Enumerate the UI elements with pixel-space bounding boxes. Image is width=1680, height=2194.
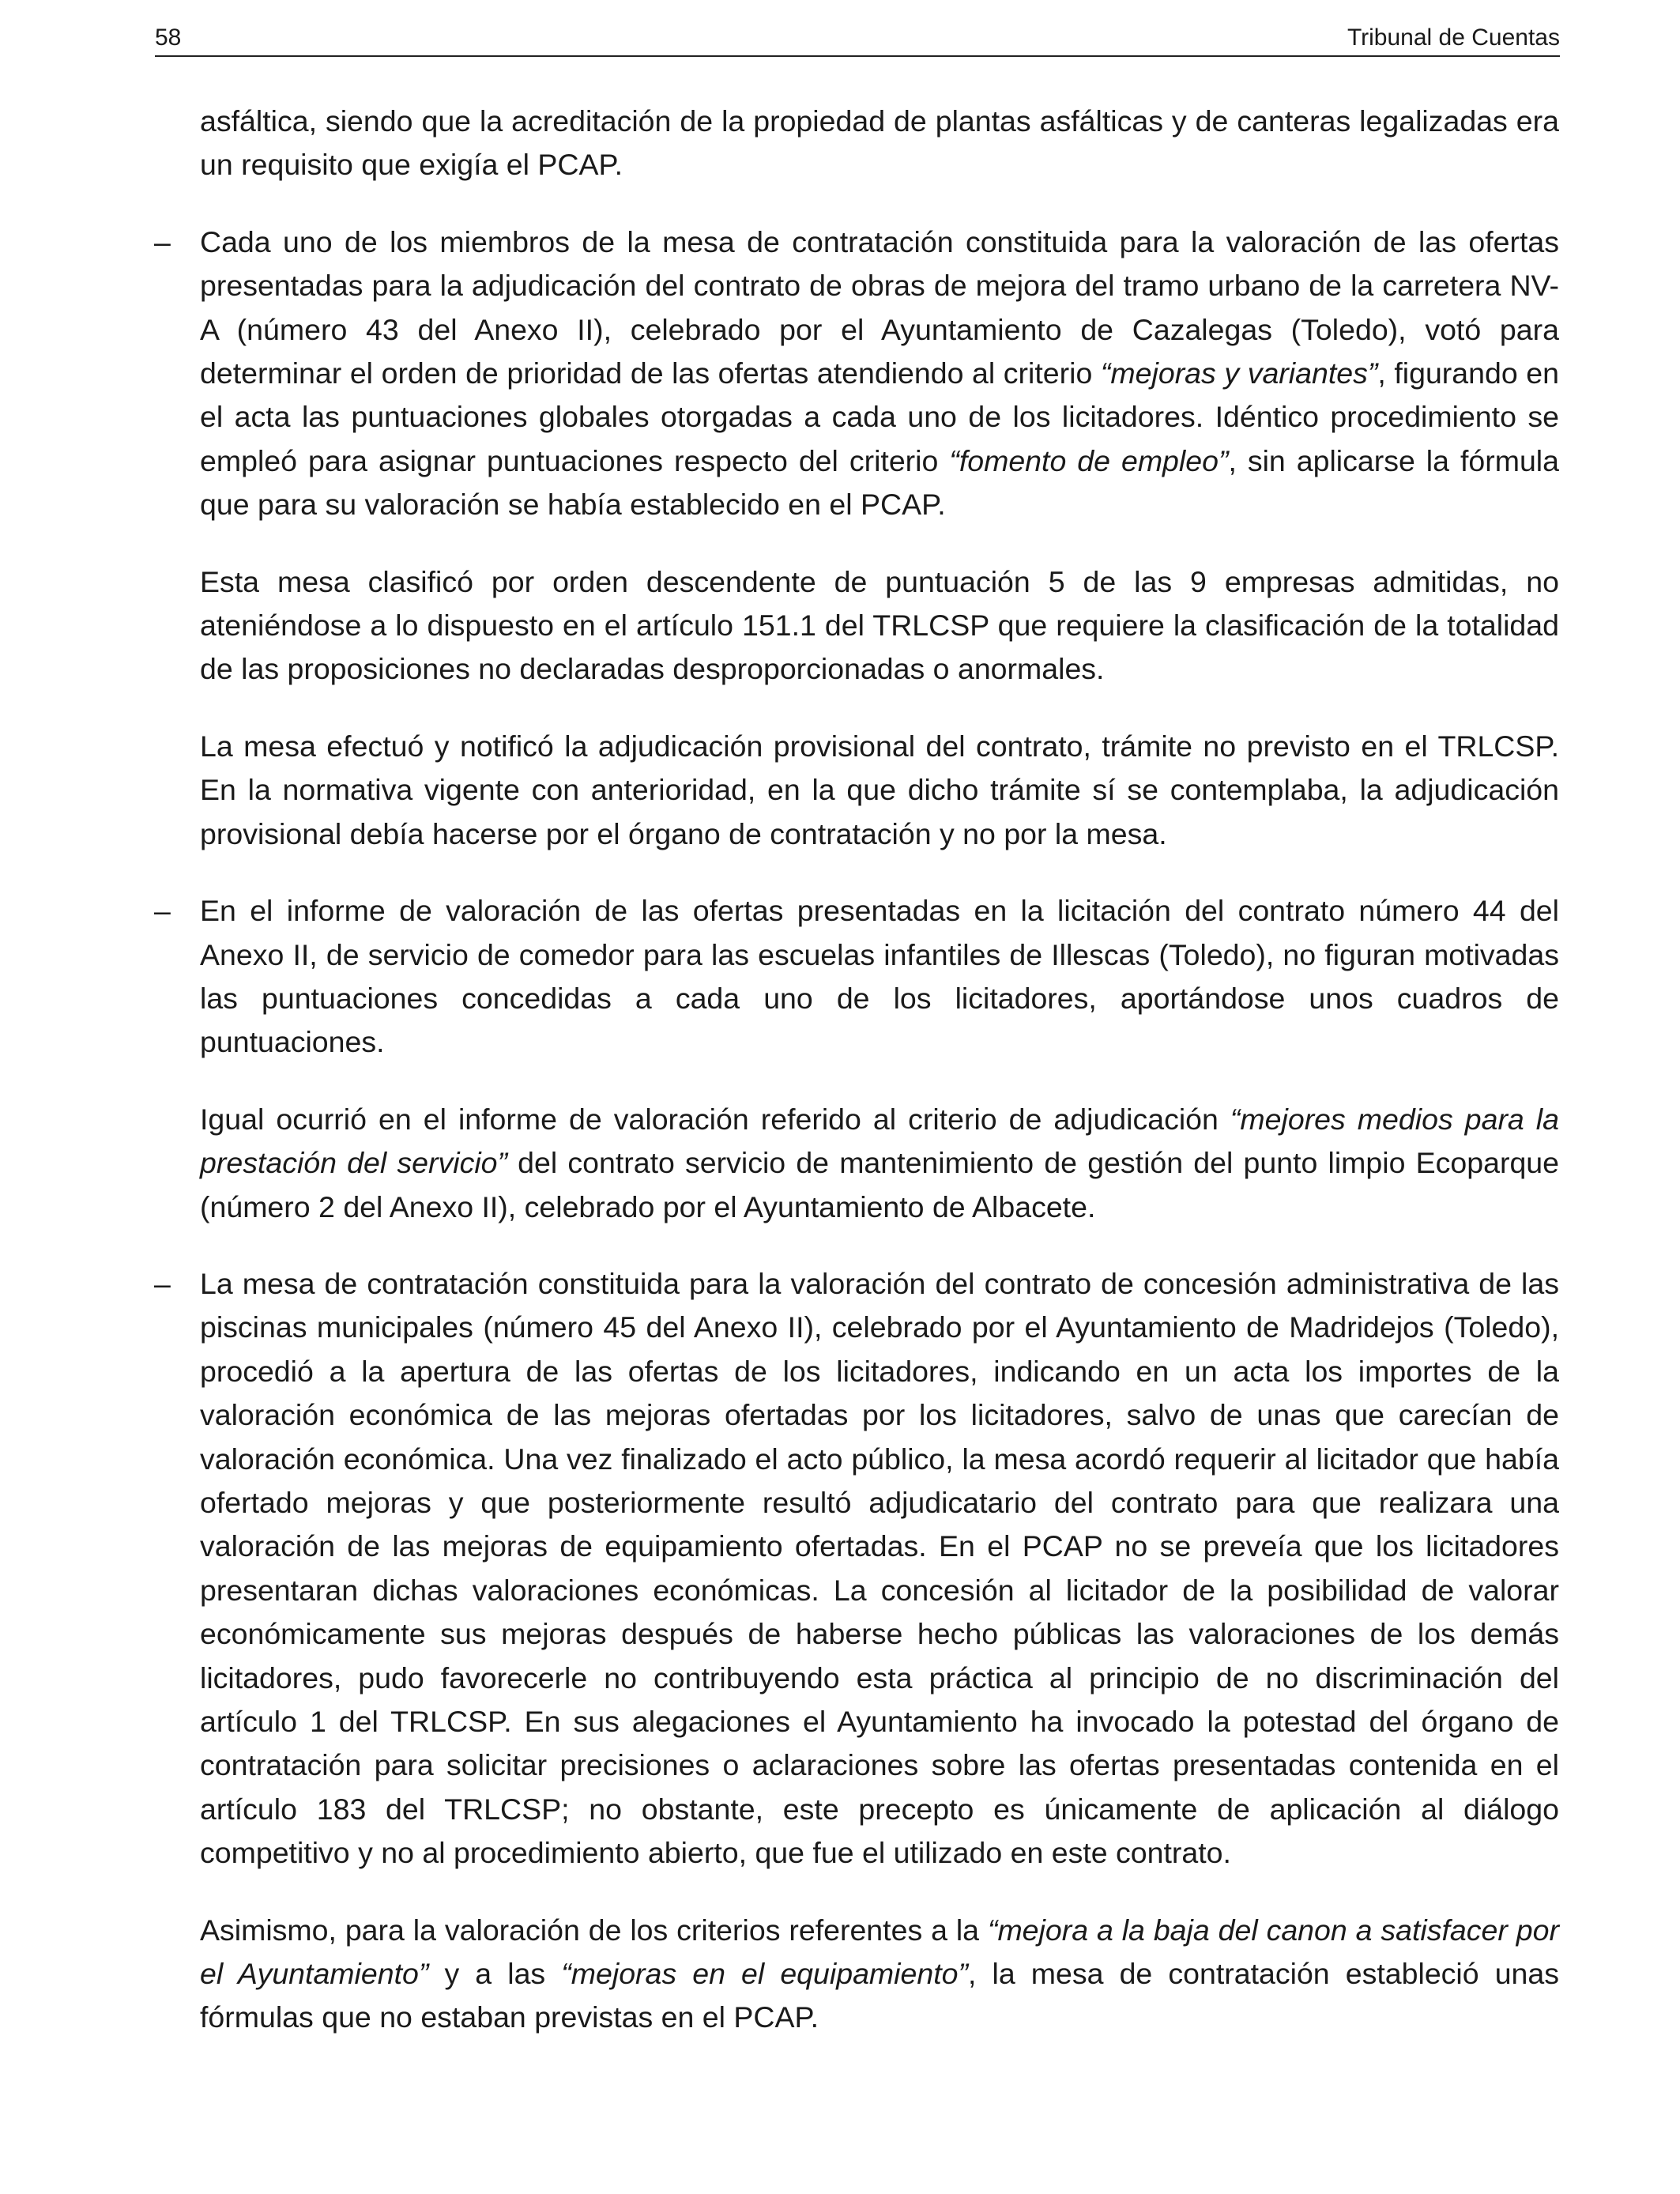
bullet-paragraph-madridejos <box>154 1262 1559 1875</box>
text-run: , la mesa de contratación estableció unas fórmulas que no estaban previstas en el PCAP. <box>200 1957 1560 2034</box>
text-run: asfáltica, siendo que la acreditación de la propiedad de plantas asfálticas y de canteras legalizadas era un requisito que exigía el PCAP. <box>200 104 1559 182</box>
paragraph-provisional-award <box>200 725 1559 856</box>
page-number: 58 <box>155 25 182 51</box>
italic-quote: “mejores medios para la prestación del servicio” <box>200 1102 1559 1180</box>
italic-quote: “mejoras y variantes” <box>1100 356 1378 390</box>
text-run: En el informe de valoración de las ofertas presentadas en la licitación del contrato número 44 del Anexo II, de servicio de comedor para las escuelas infantiles de Illescas (Toledo), no figuran motivadas las puntuaciones concedidas a cada uno de los licitadores, aportándose unos cuadros de puntuaciones. <box>200 894 1559 1059</box>
text-run: , sin aplicarse la fórmula que para su valoración se había establecido en el PCAP. <box>200 443 1559 522</box>
dash-bullet-icon: – <box>154 894 171 928</box>
paragraph-albacete <box>200 1098 1559 1229</box>
italic-quote: “fomento de empleo” <box>949 443 1229 477</box>
text-run: Igual ocurrió en el informe de valoración referido al criterio de adjudicación <box>200 1102 1230 1136</box>
italic-quote: “mejoras en el equipamiento” <box>561 1957 968 1991</box>
page-header <box>155 21 1560 57</box>
italic-quote: “mejora a la baja del canon a satisfacer por el Ayuntamiento” <box>200 1913 1559 1991</box>
text-run: y a las <box>428 1957 562 1991</box>
paragraph-formulas <box>200 1909 1559 2040</box>
text-run: Asimismo, para la valoración de los criterios referentes a la <box>200 1913 988 1947</box>
text-run: La mesa de contratación constituida para la valoración del contrato de concesión administrativa de las piscinas municipales (número 45 del Anexo II), celebrado por el Ayuntamiento de Madridejos (Toledo), procedió a la apertura de las ofertas de los licitadores, indicando en un acta los importes de la valoración económica de las mejoras ofertadas por los licitadores, salvo de unas que carecían de valoración económica. Una vez finalizado el acto público, la mesa acordó requerir al licitador que había ofertado mejoras y que posteriormente resultó adjudicatario del contrato para que realizara una valoración de las mejoras de equipamiento ofertadas. En el PCAP no se preveía que los licitadores presentaran dichas valoraciones económicas. La concesión al licitador de la posibilidad de valorar económicamente sus mejoras después de haberse hecho públicas las valoraciones de los demás licitadores, pudo favorecerle no contribuyendo esta práctica al principio de no discriminación del artículo 1 del TRLCSP. En sus alegaciones el Ayuntamiento ha invocado la potestad del órgano de contratación para solicitar precisiones o aclaraciones sobre las ofertas presentadas contenida en el artículo 183 del TRLCSP; no obstante, este precepto es únicamente de aplicación al diálogo competitivo y no al procedimiento abierto, que fue el utilizado en este contrato. <box>200 1266 1559 1870</box>
text-run: Cada uno de los miembros de la mesa de contratación constituida para la valoración de las ofertas presentadas para la adjudicación del contrato de obras de mejora del tramo urbano de la carretera NV-A (número 43 del Anexo II), celebrado por el Ayuntamiento de Cazalegas (Toledo), votó para determinar el orden de prioridad de las ofertas atendiendo al criterio <box>200 224 1559 390</box>
text-run: Esta mesa clasificó por orden descendente de puntuación 5 de las 9 empresas admitidas, no ateniéndose a lo dispuesto en el artículo 151.1 del TRLCSP que requiere la clasificación de la totalidad de las proposiciones no declaradas desproporcionadas o anormales. <box>200 564 1559 686</box>
text-run: La mesa efectuó y notificó la adjudicación provisional del contrato, trámite no previsto en el TRLCSP. En la normativa vigente con anterioridad, en la que dicho trámite sí se contemplaba, la adjudicación provisional debía hacerse por el órgano de contratación y no por la mesa. <box>200 729 1559 850</box>
bullet-paragraph-cazalegas <box>154 221 1560 527</box>
text-run: del contrato servicio de mantenimiento de gestión del punto limpio Ecoparque (número 2 del Anexo II), celebrado por el Ayuntamiento de Albacete. <box>200 1146 1560 1223</box>
bullet-paragraph-illescas <box>154 889 1559 1065</box>
paragraph-continuation <box>200 100 1559 187</box>
dash-bullet-icon: – <box>154 224 171 258</box>
running-title: Tribunal de Cuentas <box>1347 25 1560 51</box>
paragraph-classification <box>200 560 1559 692</box>
text-run: , figurando en el acta las puntuaciones globales otorgadas a cada uno de los licitadores. Idéntico procedimiento se empleó para asignar puntuaciones respecto del criterio <box>200 356 1560 477</box>
dash-bullet-icon: – <box>154 1266 171 1300</box>
document-body <box>154 100 1560 2073</box>
